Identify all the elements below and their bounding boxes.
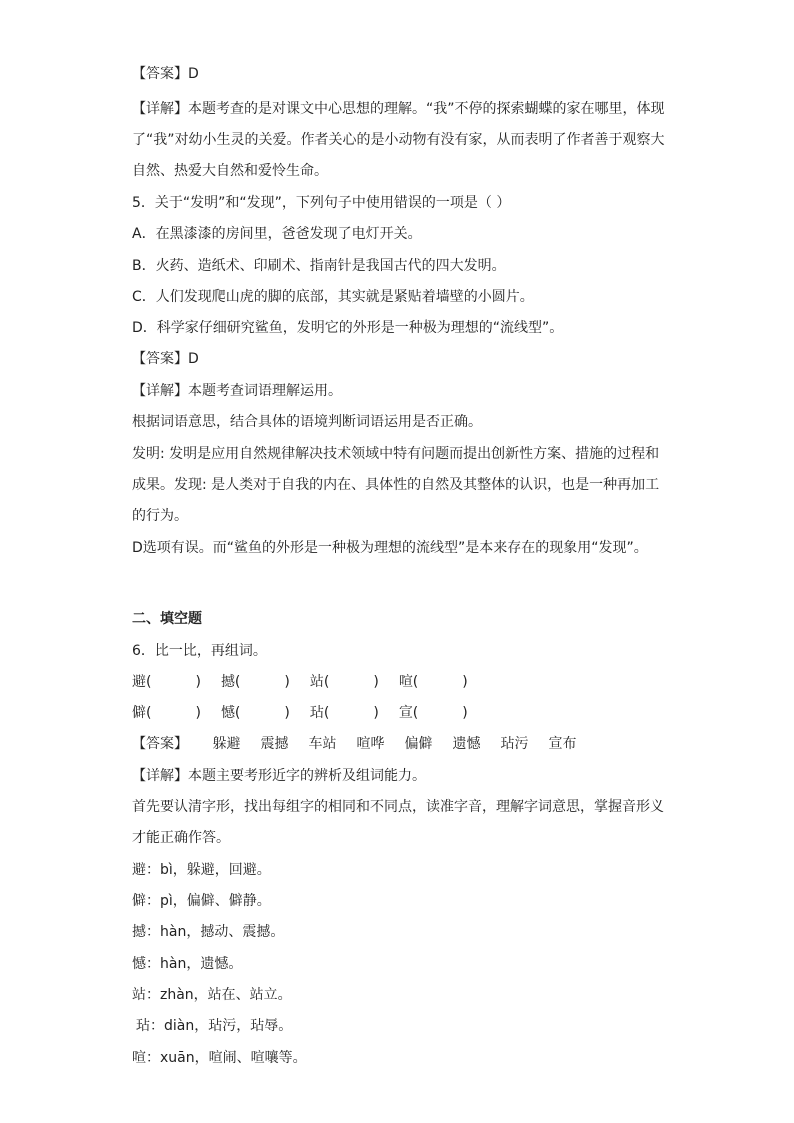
answer-label: 【答案】 bbox=[132, 736, 188, 752]
text-line: 发明: 发明是应用自然规律解决技术领域中特有问题而提出创新性方案、措施的过程和 bbox=[132, 446, 660, 462]
text-line: 成果。发现: 是人类对于自我的内在、具体性的自然及其整体的认识，也是一种再加工 bbox=[132, 477, 660, 493]
fill-token: ) bbox=[462, 674, 468, 690]
fill-token: ) bbox=[373, 674, 379, 690]
answer-word: 遗憾 bbox=[452, 736, 481, 752]
fill-token: ) bbox=[284, 705, 290, 721]
fill-token: 撼( bbox=[220, 674, 241, 690]
text-line: 自然、热爱大自然和爱怜生命。 bbox=[132, 163, 328, 179]
answer-word: 玷污 bbox=[500, 736, 529, 752]
text-line: 【答案】D bbox=[132, 66, 199, 82]
answer-row bbox=[132, 734, 596, 754]
fill-token: 喧( bbox=[398, 674, 419, 690]
text-line: 撼：hàn，撼动、震撼。 bbox=[132, 924, 285, 940]
text-line: 5．关于“发明”和“发现”，下列句子中使用错误的一项是（ ） bbox=[132, 195, 511, 211]
text-line: B．火药、造纸术、印刷术、指南针是我国古代的四大发明。 bbox=[132, 258, 506, 274]
fill-token: ) bbox=[462, 705, 468, 721]
answer-words bbox=[212, 736, 596, 752]
answer-word: 喧哗 bbox=[356, 736, 385, 752]
text-line: 6．比一比，再组词。 bbox=[132, 643, 267, 659]
fill-token: ) bbox=[195, 705, 201, 721]
fill-token: 站( bbox=[309, 674, 330, 690]
text-line: 僻：pì，偏僻、僻静。 bbox=[132, 893, 271, 909]
text-line: D．科学家仔细研究鲨鱼，发明它的外形是一种极为理想的“流线型”。 bbox=[132, 320, 564, 336]
fill-token: 僻( bbox=[132, 705, 152, 721]
text-line: 避：bì，躲避，回避。 bbox=[132, 862, 271, 878]
fill-token: 憾( bbox=[220, 705, 241, 721]
text-line: 二、填空题 bbox=[132, 611, 202, 627]
fill-token: ) bbox=[284, 674, 290, 690]
text-line: 才能正确作答。 bbox=[132, 830, 230, 846]
text-line: D选项有误。而“鲨鱼的外形是一种极为理想的流线型”是本来存在的现象用“发现”。 bbox=[132, 540, 648, 556]
answer-word: 偏僻 bbox=[404, 736, 433, 752]
text-line: 首先要认清字形，找出每组字的相同和不同点，读准字音，理解字词意思，掌握音形义 bbox=[132, 799, 664, 815]
text-line: 【答案】D bbox=[132, 351, 199, 367]
text-line: 站：zhàn，站在、站立。 bbox=[132, 987, 292, 1003]
answer-word: 宣布 bbox=[548, 736, 577, 752]
text-line: 的行为。 bbox=[132, 508, 188, 524]
fill-token: 宣( bbox=[398, 705, 419, 721]
text-line: 喧：xuān，喧闹、喧嚷等。 bbox=[132, 1050, 307, 1066]
fill-row bbox=[132, 672, 488, 692]
fill-token: ) bbox=[373, 705, 379, 721]
text-line: 憾：hàn，遗憾。 bbox=[132, 956, 243, 972]
fill-token: 避( bbox=[132, 674, 152, 690]
text-line: C．人们发现爬山虎的脚的底部，其实就是紧贴着墙壁的小圆片。 bbox=[132, 289, 534, 305]
text-line: 【详解】本题主要考形近字的辨析及组词能力。 bbox=[132, 768, 426, 784]
answer-word: 震撼 bbox=[260, 736, 289, 752]
text-line: 【详解】本题考查的是对课文中心思想的理解。“我”不停的探索蝴蝶的家在哪里，体现 bbox=[132, 101, 665, 117]
fill-row bbox=[132, 703, 488, 723]
fill-token: ) bbox=[195, 674, 201, 690]
text-line: 玷：diàn，玷污，玷辱。 bbox=[136, 1018, 293, 1034]
answer-word: 车站 bbox=[308, 736, 337, 752]
text-line: 了“我”对幼小生灵的关爱。作者关心的是小动物有没有家，从而表明了作者善于观察大 bbox=[132, 132, 665, 148]
text-line: 【详解】本题考查词语理解运用。 bbox=[132, 383, 342, 399]
text-line: 根据词语意思，结合具体的语境判断词语运用是否正确。 bbox=[132, 414, 482, 430]
answer-word: 躲避 bbox=[212, 736, 241, 752]
fill-token: 玷( bbox=[309, 705, 330, 721]
text-line: A．在黑漆漆的房间里，爸爸发现了电灯开关。 bbox=[132, 226, 422, 242]
